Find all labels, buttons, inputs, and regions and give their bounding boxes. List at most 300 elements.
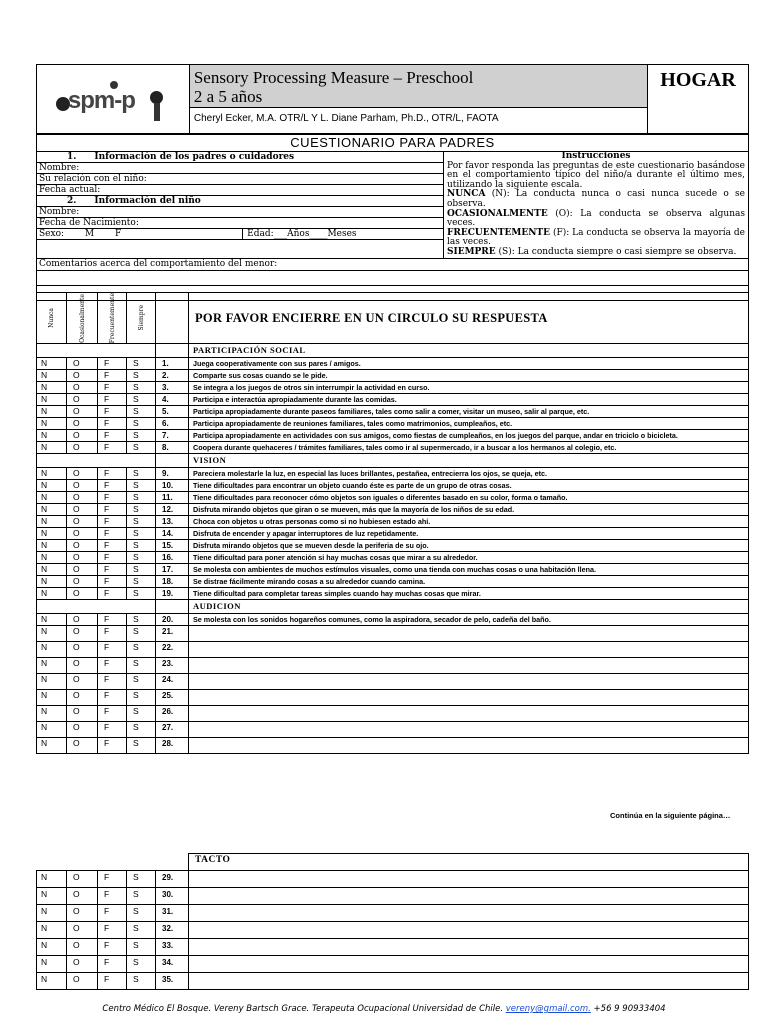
scale-header-siempre: Siempre (137, 305, 145, 331)
option-f[interactable]: F (98, 674, 127, 690)
option-f[interactable]: F (98, 552, 127, 564)
item-text (189, 870, 749, 887)
birth-date-field[interactable]: Fecha de Nacimiento: (37, 218, 443, 229)
option-o[interactable]: O (67, 972, 98, 989)
item-row (37, 706, 749, 722)
item-row (37, 972, 749, 989)
scale-header-cell (127, 293, 156, 344)
item-number: 34. (156, 955, 189, 972)
item-row (37, 480, 749, 492)
tacto-header-row (37, 854, 749, 871)
option-s[interactable]: S (127, 382, 156, 394)
option-s[interactable]: S (127, 480, 156, 492)
option-f[interactable]: F (98, 370, 127, 382)
questionnaire-title: CUESTIONARIO PARA PADRES (37, 134, 749, 152)
option-n[interactable]: N (37, 588, 67, 600)
item-row (37, 552, 749, 564)
scale-header-ocasionalmente: Ocasionalmente (78, 293, 86, 343)
option-n[interactable]: N (37, 738, 67, 754)
option-o[interactable]: O (67, 674, 98, 690)
option-o[interactable]: O (67, 442, 98, 454)
item-number: 10. (156, 480, 189, 492)
option-f[interactable]: F (98, 626, 127, 642)
item-row (37, 722, 749, 738)
option-f[interactable]: F (98, 738, 127, 754)
item-row (37, 690, 749, 706)
item-row (37, 626, 749, 642)
section-header-row (37, 344, 749, 358)
item-number: 12. (156, 504, 189, 516)
item-row (37, 358, 749, 370)
option-o[interactable]: O (67, 468, 98, 480)
item-row (37, 955, 749, 972)
option-s[interactable]: S (127, 528, 156, 540)
option-o[interactable]: O (67, 480, 98, 492)
option-n[interactable]: N (37, 492, 67, 504)
item-text: Disfruta mirando objetos que giran o se mueven, más que la mayoría de los niños de su edad. (189, 504, 749, 516)
item-row (37, 504, 749, 516)
parent-name-field[interactable]: Nombre: (37, 163, 443, 174)
option-f[interactable]: F (98, 576, 127, 588)
section-title: TACTO (189, 854, 749, 871)
item-text (189, 972, 749, 989)
item-text: Participa apropiadamente en actividades con sus amigos, como fiestas de cumpleaños, en los juegos del parque, andar en triciclo o bicicleta. (189, 430, 749, 442)
option-n[interactable]: N (37, 722, 67, 738)
item-row (37, 468, 749, 480)
sex-m-option[interactable]: M (84, 229, 95, 239)
option-o[interactable]: O (67, 406, 98, 418)
option-s[interactable]: S (127, 552, 156, 564)
option-f[interactable]: F (98, 406, 127, 418)
option-n[interactable]: N (37, 674, 67, 690)
option-s[interactable]: S (127, 468, 156, 480)
option-s[interactable]: S (127, 442, 156, 454)
option-s[interactable]: S (127, 904, 156, 921)
item-text (189, 904, 749, 921)
item-number: 17. (156, 564, 189, 576)
option-o[interactable]: O (67, 516, 98, 528)
option-s[interactable]: S (127, 938, 156, 955)
item-text: Pareciera molestarle la luz, en especial las luces brillantes, pestañea, entrecierra los ojos, se queja, etc. (189, 468, 749, 480)
item-text: Tiene dificultad para completar tareas simples cuando hay muchas cosas que mirar. (189, 588, 749, 600)
option-n[interactable]: N (37, 576, 67, 588)
section-title: AUDICION (189, 600, 749, 614)
item-text (189, 674, 749, 690)
item-text (189, 738, 749, 754)
option-f[interactable]: F (98, 442, 127, 454)
option-o[interactable]: O (67, 887, 98, 904)
item-text: Juega cooperativamente con sus pares / amigos. (189, 358, 749, 370)
option-f[interactable]: F (98, 887, 127, 904)
option-s[interactable]: S (127, 370, 156, 382)
option-n[interactable]: N (37, 614, 67, 626)
option-f[interactable]: F (98, 614, 127, 626)
scale-nunca-label: NUNCA (447, 189, 486, 200)
option-f[interactable]: F (98, 921, 127, 938)
item-row (37, 540, 749, 552)
option-f[interactable]: F (98, 468, 127, 480)
item-text: Tiene dificultades para encontrar un objeto cuando éste es parte de un grupo de otras cosas. (189, 480, 749, 492)
scale-nunca-text: (N): La conducta nunca o casi nunca sucede o se observa. (447, 189, 745, 209)
item-text: Participa apropiadamente durante paseos familiares, tales como salir a comer, visitar un museo, salir al parque, etc. (189, 406, 749, 418)
option-s[interactable]: S (127, 870, 156, 887)
item-row (37, 406, 749, 418)
option-n[interactable]: N (37, 972, 67, 989)
option-n[interactable]: N (37, 406, 67, 418)
option-o[interactable]: O (67, 564, 98, 576)
option-f[interactable]: F (98, 722, 127, 738)
item-number: 19. (156, 588, 189, 600)
continue-note: Continúa en la siguiente página… (610, 811, 731, 820)
option-s[interactable]: S (127, 921, 156, 938)
option-o[interactable]: O (67, 955, 98, 972)
option-s[interactable]: S (127, 418, 156, 430)
info-cell (37, 152, 444, 259)
logo-text: spm-p (67, 86, 135, 114)
item-text (189, 921, 749, 938)
option-n[interactable]: N (37, 552, 67, 564)
item-row (37, 904, 749, 921)
option-f[interactable]: F (98, 504, 127, 516)
item-row (37, 394, 749, 406)
instructions-cell (444, 152, 749, 259)
item-row (37, 492, 749, 504)
option-f[interactable]: F (98, 955, 127, 972)
item-text: Tiene dificultades para reconocer cómo objetos son iguales o diferentes basado en su color, forma o tamaño. (189, 492, 749, 504)
item-number: 6. (156, 418, 189, 430)
option-n[interactable]: N (37, 480, 67, 492)
option-f[interactable]: F (98, 870, 127, 887)
header-table (36, 64, 749, 135)
option-n[interactable]: N (37, 564, 67, 576)
item-number: 28. (156, 738, 189, 754)
option-o[interactable]: O (67, 626, 98, 642)
item-number: 32. (156, 921, 189, 938)
option-f[interactable]: F (98, 516, 127, 528)
item-row (37, 642, 749, 658)
option-s[interactable]: S (127, 658, 156, 674)
tacto-table (36, 853, 749, 990)
option-o[interactable]: O (67, 418, 98, 430)
item-row (37, 614, 749, 626)
option-f[interactable]: F (98, 972, 127, 989)
item-row (37, 370, 749, 382)
option-n[interactable]: N (37, 690, 67, 706)
option-s[interactable]: S (127, 540, 156, 552)
scale-header-row (37, 293, 749, 344)
option-n[interactable]: N (37, 516, 67, 528)
item-text: Comparte sus cosas cuando se le pide. (189, 370, 749, 382)
instructions-body: Por favor responda las preguntas de este cuestionario basándose en el comportamiento típico del niño/a durante el último mes, utilizando la siguiente escala. (447, 160, 745, 190)
option-o[interactable]: O (67, 540, 98, 552)
option-f[interactable]: F (98, 430, 127, 442)
item-number: 7. (156, 430, 189, 442)
item-row (37, 870, 749, 887)
item-text (189, 626, 749, 642)
option-f[interactable]: F (98, 706, 127, 722)
item-row (37, 528, 749, 540)
option-o[interactable]: O (67, 430, 98, 442)
option-o[interactable]: O (67, 722, 98, 738)
option-o[interactable]: O (67, 642, 98, 658)
item-number: 1. (156, 358, 189, 370)
item-number: 35. (156, 972, 189, 989)
option-s[interactable]: S (127, 504, 156, 516)
option-o[interactable]: O (67, 904, 98, 921)
option-o[interactable]: O (67, 382, 98, 394)
option-s[interactable]: S (127, 722, 156, 738)
footer-text: Centro Médico El Bosque. Vereny Bartsch Grace. Terapeuta Ocupacional Universidad de Chile. (102, 1004, 504, 1014)
item-number: 18. (156, 576, 189, 588)
item-number: 23. (156, 658, 189, 674)
option-s[interactable]: S (127, 406, 156, 418)
item-text: Se distrae fácilmente mirando cosas a su alrededor cuando camina. (189, 576, 749, 588)
section-title: VISION (189, 454, 749, 468)
main-table (36, 133, 749, 301)
item-number: 5. (156, 406, 189, 418)
comments-field[interactable]: Comentarios acerca del comportamiento del menor: (37, 258, 749, 270)
item-text: Se molesta con ambientes de muchos estímulos visuales, como una tienda con muchas cosas o una habitación llena. (189, 564, 749, 576)
option-o[interactable]: O (67, 504, 98, 516)
item-number: 25. (156, 690, 189, 706)
scale-ocasional-label: OCASIONALMENTE (447, 208, 548, 219)
item-number: 26. (156, 706, 189, 722)
instructions-title: Instrucciones (561, 151, 631, 161)
sex-label: Sexo: (39, 229, 65, 239)
relationship-field[interactable]: Su relación con el niño: (37, 174, 443, 185)
item-number: 22. (156, 642, 189, 658)
option-n[interactable]: N (37, 504, 67, 516)
item-text: Se integra a los juegos de otros sin interrumpir la actividad en curso. (189, 382, 749, 394)
option-o[interactable]: O (67, 358, 98, 370)
item-row (37, 674, 749, 690)
option-f[interactable]: F (98, 564, 127, 576)
item-row (37, 738, 749, 754)
item-number: 8. (156, 442, 189, 454)
section-header-row (37, 454, 749, 468)
option-n[interactable]: N (37, 642, 67, 658)
instruction-heading: POR FAVOR ENCIERRE EN UN CIRCULO SU RESPUESTA (189, 293, 749, 344)
section-2-title: Información del niño (94, 196, 201, 206)
option-n[interactable]: N (37, 921, 67, 938)
section-title: PARTICIPACIÓN SOCIAL (189, 344, 749, 358)
option-f[interactable]: F (98, 528, 127, 540)
item-text (189, 887, 749, 904)
scale-header-frecuentemente: Frecuentemente (108, 293, 116, 344)
option-s[interactable]: S (127, 576, 156, 588)
setting-label: HOGAR (648, 65, 749, 135)
option-n[interactable]: N (37, 870, 67, 887)
option-f[interactable]: F (98, 480, 127, 492)
item-number: 31. (156, 904, 189, 921)
form-title-line1: Sensory Processing Measure – Preschool (193, 68, 474, 87)
section-1-number: 1. (67, 152, 77, 162)
info-table (37, 152, 443, 240)
item-number: 14. (156, 528, 189, 540)
item-number: 33. (156, 938, 189, 955)
option-o[interactable]: O (67, 576, 98, 588)
option-s[interactable]: S (127, 955, 156, 972)
item-row (37, 658, 749, 674)
item-row (37, 516, 749, 528)
authors: Cheryl Ecker, M.A. OTR/L Y L. Diane Parham, Ph.D., OTR/L, FAOTA (189, 108, 647, 135)
option-n[interactable]: N (37, 358, 67, 370)
item-number: 30. (156, 887, 189, 904)
age-field[interactable]: Edad:___Años____Meses (242, 229, 356, 239)
option-s[interactable]: S (127, 516, 156, 528)
scale-frecuente-label: FRECUENTEMENTE (447, 227, 550, 238)
option-s[interactable]: S (127, 972, 156, 989)
option-s[interactable]: S (127, 690, 156, 706)
option-o[interactable]: O (67, 370, 98, 382)
item-row (37, 430, 749, 442)
footer-phone: +56 9 90933404 (590, 1004, 666, 1014)
option-f[interactable]: F (98, 418, 127, 430)
title-cell (189, 65, 647, 108)
item-row (37, 938, 749, 955)
option-f[interactable]: F (98, 642, 127, 658)
item-text: Coopera durante quehaceres / trámites familiares, tales como ir al supermercado, ir a buscar a los hermanos al colegio, etc. (189, 442, 749, 454)
item-number: 3. (156, 382, 189, 394)
item-number: 16. (156, 552, 189, 564)
item-row (37, 418, 749, 430)
option-o[interactable]: O (67, 706, 98, 722)
item-number: 15. (156, 540, 189, 552)
item-row (37, 576, 749, 588)
option-f[interactable]: F (98, 588, 127, 600)
item-text: Tiene dificultad para poner atención si hay muchas cosas que mirar a su alrededor. (189, 552, 749, 564)
option-s[interactable]: S (127, 642, 156, 658)
scale-header-cell (98, 293, 127, 344)
option-f[interactable]: F (98, 492, 127, 504)
item-text: Participa apropiadamente de reuniones familiares, tales como matrimonios, cumpleaños, etc. (189, 418, 749, 430)
option-o[interactable]: O (67, 552, 98, 564)
option-n[interactable]: N (37, 904, 67, 921)
child-name-field[interactable]: Nombre: (37, 207, 443, 218)
item-number: 27. (156, 722, 189, 738)
option-s[interactable]: S (127, 358, 156, 370)
option-n[interactable]: N (37, 382, 67, 394)
option-n[interactable]: N (37, 887, 67, 904)
option-n[interactable]: N (37, 430, 67, 442)
item-number: 29. (156, 870, 189, 887)
scale-ocasional-text: (O): La conducta se observa algunas veces. (447, 208, 745, 229)
items-table (36, 292, 749, 754)
option-o[interactable]: O (67, 588, 98, 600)
option-o[interactable]: O (67, 921, 98, 938)
scale-siempre-label: SIEMPRE (447, 246, 496, 257)
scale-siempre-text: (S): La conducta siempre o casi siempre se observa. (498, 246, 737, 257)
item-number: 4. (156, 394, 189, 406)
section-1-title: Información de los padres o cuidadores (94, 152, 295, 162)
item-row (37, 887, 749, 904)
item-text (189, 955, 749, 972)
option-s[interactable]: S (127, 738, 156, 754)
option-f[interactable]: F (98, 382, 127, 394)
option-o[interactable]: O (67, 394, 98, 406)
option-o[interactable]: O (67, 690, 98, 706)
item-text: Choca con objetos u otras personas como si no hubiesen estado ahí. (189, 516, 749, 528)
current-date-field[interactable]: Fecha actual: (37, 185, 443, 196)
option-s[interactable]: S (127, 887, 156, 904)
item-number: 9. (156, 468, 189, 480)
option-n[interactable]: N (37, 528, 67, 540)
option-n[interactable]: N (37, 468, 67, 480)
option-o[interactable]: O (67, 492, 98, 504)
option-f[interactable]: F (98, 658, 127, 674)
item-text (189, 938, 749, 955)
option-f[interactable]: F (98, 938, 127, 955)
option-o[interactable]: O (67, 528, 98, 540)
item-text: Se molesta con los sonidos hogareños comunes, como la aspiradora, secador de pelo, cadeña del baño. (189, 614, 749, 626)
option-n[interactable]: N (37, 370, 67, 382)
scale-header-cell (67, 293, 98, 344)
option-n[interactable]: N (37, 442, 67, 454)
option-s[interactable]: S (127, 626, 156, 642)
option-s[interactable]: S (127, 674, 156, 690)
option-n[interactable]: N (37, 626, 67, 642)
item-text (189, 706, 749, 722)
option-n[interactable]: N (37, 658, 67, 674)
option-n[interactable]: N (37, 938, 67, 955)
option-s[interactable]: S (127, 706, 156, 722)
item-text: Disfruta mirando objetos que se mueven desde la periferia de su ojo. (189, 540, 749, 552)
scale-header-nunca: Nunca (48, 308, 55, 329)
option-f[interactable]: F (98, 690, 127, 706)
item-text (189, 658, 749, 674)
item-text (189, 722, 749, 738)
option-o[interactable]: O (67, 658, 98, 674)
footer-email-link[interactable]: vereny@gmail.com. (505, 1004, 591, 1014)
option-s[interactable]: S (127, 430, 156, 442)
sex-f-option[interactable]: F (115, 229, 122, 239)
option-s[interactable]: S (127, 394, 156, 406)
option-f[interactable]: F (98, 358, 127, 370)
option-o[interactable]: O (67, 938, 98, 955)
option-n[interactable]: N (37, 955, 67, 972)
option-s[interactable]: S (127, 614, 156, 626)
option-s[interactable]: S (127, 564, 156, 576)
section-2-number: 2. (67, 196, 77, 206)
option-o[interactable]: O (67, 614, 98, 626)
scale-frecuente-text: (F): La conducta se observa la mayoría de las veces. (447, 227, 745, 248)
sex-age-row (37, 229, 443, 240)
item-number: 20. (156, 614, 189, 626)
option-f[interactable]: F (98, 904, 127, 921)
item-text: Disfruta de encender y apagar interruptores de luz repetidamente. (189, 528, 749, 540)
option-n[interactable]: N (37, 706, 67, 722)
option-f[interactable]: F (98, 540, 127, 552)
option-f[interactable]: F (98, 394, 127, 406)
item-number: 2. (156, 370, 189, 382)
option-n[interactable]: N (37, 540, 67, 552)
item-text: Participa e interactúa apropiadamente durante las comidas. (189, 394, 749, 406)
footer (0, 1004, 768, 1014)
option-s[interactable]: S (127, 492, 156, 504)
option-n[interactable]: N (37, 394, 67, 406)
section-header-row (37, 600, 749, 614)
item-number: 13. (156, 516, 189, 528)
comments-line-1[interactable] (37, 270, 749, 285)
option-s[interactable]: S (127, 588, 156, 600)
option-n[interactable]: N (37, 418, 67, 430)
option-o[interactable]: O (67, 870, 98, 887)
option-o[interactable]: O (67, 738, 98, 754)
item-row (37, 921, 749, 938)
logo-cell (37, 65, 190, 135)
form-title-line2: 2 a 5 años (193, 87, 263, 106)
item-number: 21. (156, 626, 189, 642)
